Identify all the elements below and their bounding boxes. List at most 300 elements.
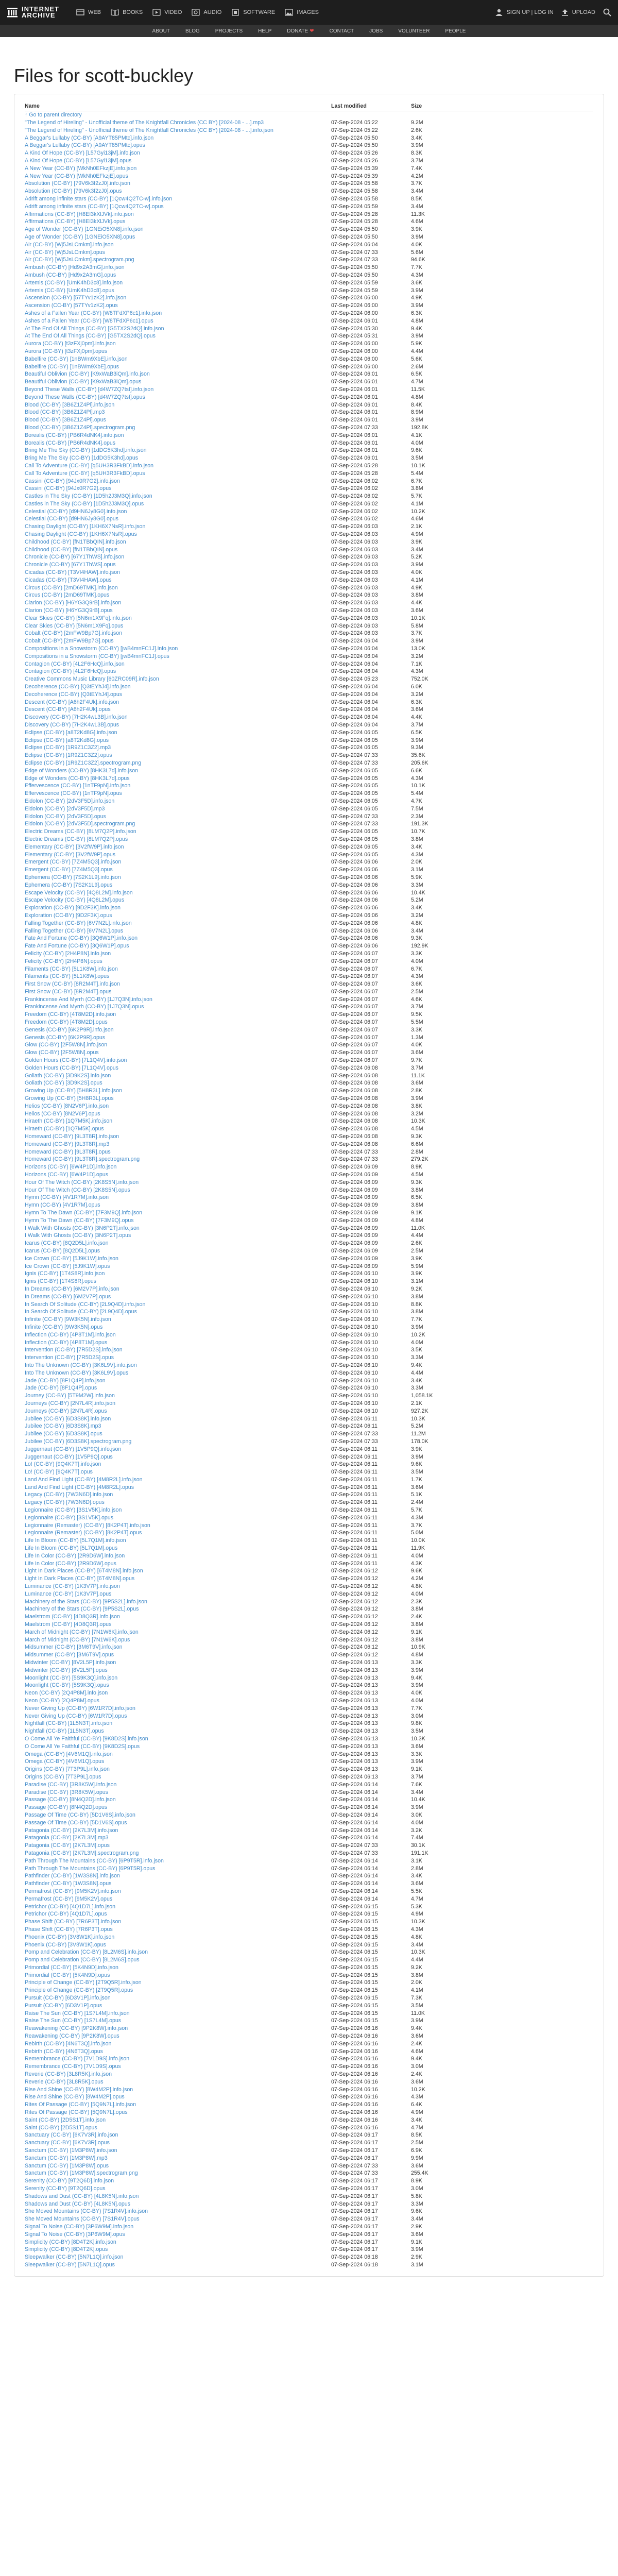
file-link[interactable]: Neon (CC-BY) [2Q4P8M].info.json <box>25 1690 108 1697</box>
file-link[interactable]: Juggernaut (CC-BY) [1V5P9Q].opus <box>25 1453 113 1460</box>
file-link[interactable]: Never Giving Up (CC-BY) [6W1R7D].opus <box>25 1713 127 1719</box>
file-link[interactable]: Fate And Fortune (CC-BY) [3Q6W1P].info.json <box>25 935 138 942</box>
file-link[interactable]: Adrift among infinite stars (CC-BY) [1Qcw4Q2TC-w].opus <box>25 203 164 210</box>
file-link[interactable]: A Kind Of Hope (CC-BY) [L57Gyi13jM].info.json <box>25 150 140 157</box>
file-link[interactable]: Helios (CC-BY) [8N2V6P].info.json <box>25 1103 109 1109</box>
file-link[interactable]: Jubilee (CC-BY) [6D3S8K].mp3 <box>25 1423 101 1430</box>
subnav-contact[interactable]: CONTACT <box>329 28 354 34</box>
file-link[interactable]: Adrift among infinite stars (CC-BY) [1Qcw4Q2TC-w].info.json <box>25 196 173 202</box>
file-link[interactable]: Ice Crown (CC-BY) [5J9K1W].info.json <box>25 1255 118 1262</box>
file-link[interactable]: Eidolon (CC-BY) [2dV3F5D].mp3 <box>25 805 105 812</box>
file-link[interactable]: Discovery (CC-BY) [7H2K4wL3B].opus <box>25 722 119 728</box>
file-link[interactable]: "The Legend of Hireling" - Unofficial theme of The Knightfall Chronicles (CC BY) [2024-08 - ...].info.json <box>25 127 273 133</box>
file-link[interactable]: Golden Hours (CC-BY) [7L1Q4V].info.json <box>25 1057 127 1064</box>
file-link[interactable]: Cobalt (CC-BY) [2mFW9Bp7G].opus <box>25 638 114 645</box>
file-link[interactable]: Phase Shift (CC-BY) [7R6P3T].info.json <box>25 1919 122 1925</box>
file-link[interactable]: Shadows and Dust (CC-BY) [4L8K5N].opus <box>25 2200 130 2207</box>
file-link[interactable]: Pursuit (CC-BY) [6D3V1P].opus <box>25 2002 102 2009</box>
file-link[interactable]: Cobalt (CC-BY) [2mFW9Bp7G].info.json <box>25 630 122 637</box>
file-link[interactable]: Aurora (CC-BY) [t3zFXj0pm].opus <box>25 348 108 354</box>
file-link[interactable]: Petrichor (CC-BY) [4Q1D7L].opus <box>25 1911 107 1918</box>
file-link[interactable]: A New Year (CC-BY) [WkNh0EFkzjE].opus <box>25 173 128 179</box>
file-link[interactable]: Filaments (CC-BY) [5L1K8W].opus <box>25 973 110 980</box>
file-link[interactable]: Never Giving Up (CC-BY) [6W1R7D].info.json <box>25 1705 135 1711</box>
file-link[interactable]: Pomp and Celebration (CC-BY) [8L2M6S].info.json <box>25 1949 148 1956</box>
file-link[interactable]: Homeward (CC-BY) [9L3T8R].mp3 <box>25 1141 110 1147</box>
file-link[interactable]: Chronicle (CC-BY) [67Y1ThWS].info.json <box>25 554 125 561</box>
file-link[interactable]: Borealis (CC-BY) [PB6R4dNK4].info.json <box>25 432 124 438</box>
subnav-blog[interactable]: BLOG <box>185 28 200 34</box>
file-link[interactable]: Intervention (CC-BY) [7R5D2S].opus <box>25 1354 114 1361</box>
file-link[interactable]: Frankincense And Myrrh (CC-BY) [1J7Q3N].info.json <box>25 996 152 1003</box>
subnav-volunteer[interactable]: VOLUNTEER <box>398 28 430 34</box>
file-link[interactable]: First Snow (CC-BY) [8R2M4T].info.json <box>25 981 120 988</box>
file-link[interactable]: Pathfinder (CC-BY) [1W3S8N].info.json <box>25 1873 120 1879</box>
file-link[interactable]: Primordial (CC-BY) [5K4N9D].info.json <box>25 1964 118 1971</box>
file-link[interactable]: Goliath (CC-BY) [3D9K2S].opus <box>25 1080 102 1087</box>
file-link[interactable]: Maelstrom (CC-BY) [4D8Q3R].opus <box>25 1621 112 1628</box>
file-link[interactable]: Cassini (CC-BY) [94Jx0R7G2].opus <box>25 485 112 492</box>
file-link[interactable]: Eclipse (CC-BY) [a8T2Kd8G].opus <box>25 737 109 743</box>
file-link[interactable]: Luminance (CC-BY) [1K3V7P].info.json <box>25 1583 120 1590</box>
file-link[interactable]: Elementary (CC-BY) [3V2fW9P].info.json <box>25 843 124 850</box>
upload-button[interactable] <box>561 8 595 16</box>
subnav-donate[interactable] <box>287 28 314 34</box>
file-link[interactable]: Rites Of Passage (CC-BY) [5Q9N7L].opus <box>25 2109 128 2116</box>
file-link[interactable]: Signal To Noise (CC-BY) [3P6W9M].opus <box>25 2231 125 2238</box>
file-link[interactable]: Circus (CC-BY) [2mD69TMK].info.json <box>25 584 118 591</box>
file-link[interactable]: Homeward (CC-BY) [9L3T8R].info.json <box>25 1133 119 1140</box>
file-link[interactable]: Artemis (CC-BY) [UmK4hD3c8].opus <box>25 287 114 294</box>
file-link[interactable]: Moonlight (CC-BY) [5S9K3Q].opus <box>25 1682 109 1689</box>
file-link[interactable]: Ignis (CC-BY) [1T4S8R].info.json <box>25 1270 105 1277</box>
file-link[interactable]: A Beggar's Lullaby (CC-BY) [A9AYT85PMtc].opus <box>25 142 145 149</box>
file-link[interactable]: Midwinter (CC-BY) [8V2L5P].opus <box>25 1667 108 1673</box>
file-link[interactable]: Rebirth (CC-BY) [4N6T3Q].opus <box>25 2048 103 2055</box>
file-link[interactable]: Absolution (CC-BY) [79V6k3f2zJ0].info.json <box>25 180 130 187</box>
file-link[interactable]: Paradise (CC-BY) [3R8K5W].info.json <box>25 1781 117 1788</box>
file-link[interactable]: Pathfinder (CC-BY) [1W3S8N].opus <box>25 1880 112 1887</box>
file-link[interactable]: Legionnaire (CC-BY) [3S1V5K].opus <box>25 1514 113 1521</box>
file-link[interactable]: Luminance (CC-BY) [1K3V7P].opus <box>25 1590 112 1597</box>
file-link[interactable]: Freedom (CC-BY) [4T8M2D].opus <box>25 1019 108 1026</box>
file-link[interactable]: Nightfall (CC-BY) [1L5N3T].opus <box>25 1728 104 1735</box>
file-link[interactable]: Eclipse (CC-BY) [1R9Z1C3Z2].mp3 <box>25 744 111 751</box>
file-link[interactable]: Rebirth (CC-BY) [4N6T3Q].info.json <box>25 2040 112 2047</box>
file-link[interactable]: Genesis (CC-BY) [6K2P9R].info.json <box>25 1026 114 1033</box>
file-link[interactable]: Ashes of a Fallen Year (CC-BY) [W8TFdXP6c1].opus <box>25 317 153 324</box>
file-link[interactable]: Omega (CC-BY) [4V6M1Q].opus <box>25 1758 105 1765</box>
file-link[interactable]: Phase Shift (CC-BY) [7R6P3T].opus <box>25 1926 113 1933</box>
file-link[interactable]: Eclipse (CC-BY) [1R9Z1C3Z2].spectrogram.png <box>25 759 142 766</box>
file-link[interactable]: Frankincense And Myrrh (CC-BY) [1J7Q3N].opus <box>25 1004 144 1010</box>
file-link[interactable]: Sanctuary (CC-BY) [6K7V3R].opus <box>25 2140 110 2146</box>
subnav-projects[interactable]: PROJECTS <box>215 28 243 34</box>
file-link[interactable]: Passage Of Time (CC-BY) [5D1V6S].info.json <box>25 1811 135 1818</box>
file-link[interactable]: Creative Commons Music Library [60ZRC09R].info.json <box>25 676 159 683</box>
file-link[interactable]: Land And Find Light (CC-BY) [4M8R2L].opus <box>25 1484 134 1490</box>
file-link[interactable]: Raise The Sun (CC-BY) [1S7L4M].opus <box>25 2018 122 2024</box>
file-link[interactable]: Jubilee (CC-BY) [6D3S8K].spectrogram.png <box>25 1438 132 1445</box>
file-link[interactable]: Artemis (CC-BY) [UmK4hD3c8].info.json <box>25 279 123 286</box>
file-link[interactable]: Emergent (CC-BY) [7Z4M5Q3].info.json <box>25 859 122 866</box>
file-link[interactable]: Infinite (CC-BY) [9W3K5N].opus <box>25 1324 103 1330</box>
file-link[interactable]: Felicity (CC-BY) [2H4P8N].opus <box>25 958 102 964</box>
file-link[interactable]: Chasing Daylight (CC-BY) [1KH6X7NsR].info.json <box>25 523 146 530</box>
file-link[interactable]: I Walk With Ghosts (CC-BY) [3N6P2T].opus <box>25 1232 131 1239</box>
file-link[interactable]: Exploration (CC-BY) [9D2F3K].opus <box>25 912 112 919</box>
header-size[interactable]: Size <box>411 101 593 111</box>
file-link[interactable]: Beautiful Oblivion (CC-BY) [K9xWaB3iQm].info.json <box>25 371 150 378</box>
file-link[interactable]: Moonlight (CC-BY) [5S9K3Q].info.json <box>25 1674 118 1681</box>
file-link[interactable]: Serenity (CC-BY) [9T2Q6D].info.json <box>25 2178 114 2184</box>
file-link[interactable]: Legacy (CC-BY) [7W3N6D].opus <box>25 1499 105 1506</box>
file-link[interactable]: In Search Of Solitude (CC-BY) [2L9Q4D].opus <box>25 1309 137 1315</box>
file-link[interactable]: Inflection (CC-BY) [4P8T1M].info.json <box>25 1331 116 1338</box>
file-link[interactable]: Eidolon (CC-BY) [2dV3F5D].spectrogram.png <box>25 821 135 827</box>
file-link[interactable]: Permafrost (CC-BY) [9M5K2V].info.json <box>25 1888 121 1894</box>
file-link[interactable]: Edge of Wonders (CC-BY) [8HK3L7d].opus <box>25 775 130 782</box>
file-link[interactable]: Ice Crown (CC-BY) [5J9K1W].opus <box>25 1263 110 1269</box>
file-link[interactable]: Sanctum (CC-BY) [1M3P8W].info.json <box>25 2147 117 2154</box>
file-link[interactable]: Felicity (CC-BY) [2H4P8N].info.json <box>25 950 111 957</box>
file-link[interactable]: Nightfall (CC-BY) [1L5N3T].info.json <box>25 1720 113 1727</box>
file-link[interactable]: Compositions in a Snowstorm (CC-BY) [jwB4mnFC1J].info.json <box>25 646 178 652</box>
file-link[interactable]: Age of Wonder (CC-BY) [1GNEiO5XN8].info.json <box>25 226 144 233</box>
file-link[interactable]: Principle of Change (CC-BY) [2T9Q5R].opus <box>25 1987 133 1994</box>
file-link[interactable]: Chasing Daylight (CC-BY) [1KH6X7NsR].opus <box>25 531 137 538</box>
file-link[interactable]: Sleepwalker (CC-BY) [5N7L1Q].info.json <box>25 2254 124 2261</box>
file-link[interactable]: Borealis (CC-BY) [PB6R4dNK4].opus <box>25 439 116 446</box>
file-link[interactable]: Contagion (CC-BY) [4L2F6HcQ].opus <box>25 668 116 675</box>
file-link[interactable]: Hymn (CC-BY) [4V1R7M].opus <box>25 1202 100 1209</box>
file-link[interactable]: Patagonia (CC-BY) [2K7L3M].spectrogram.png <box>25 1850 139 1856</box>
file-link[interactable]: Freedom (CC-BY) [4T8M2D].info.json <box>25 1011 116 1018</box>
file-link[interactable]: Blood (CC-BY) [3B6Z1Z4Pl].spectrogram.png <box>25 424 135 431</box>
file-link[interactable]: Bring Me The Sky (CC-BY) [1dDG5K3hd].opus <box>25 455 139 462</box>
file-link[interactable]: She Moved Mountains (CC-BY) [7S1R4V].opus <box>25 2216 140 2223</box>
file-link[interactable]: Chronicle (CC-BY) [67Y1ThWS].opus <box>25 562 116 568</box>
file-link[interactable]: Midsummer (CC-BY) [3M6T9V].opus <box>25 1652 114 1658</box>
file-link[interactable]: Inflection (CC-BY) [4P8T1M].opus <box>25 1339 108 1346</box>
file-link[interactable]: Homeward (CC-BY) [9L3T8R].spectrogram.png <box>25 1156 140 1163</box>
signup-login-link[interactable] <box>495 8 553 16</box>
file-link[interactable]: Aurora (CC-BY) [t3zFXj0pm].info.json <box>25 341 116 347</box>
file-link[interactable]: Blood (CC-BY) [3B6Z1Z4Pl].mp3 <box>25 409 105 416</box>
nav-books[interactable] <box>110 8 143 17</box>
file-link[interactable]: A Beggar's Lullaby (CC-BY) [A9AYT85PMtc].info.json <box>25 134 154 141</box>
file-link[interactable]: Light In Dark Places (CC-BY) [6T4M8N].info.json <box>25 1568 143 1574</box>
file-link[interactable]: Origins (CC-BY) [7T3P9L].opus <box>25 1773 101 1780</box>
file-link[interactable]: Life In Bloom (CC-BY) [5L7Q1M].info.json <box>25 1537 126 1544</box>
file-link[interactable]: Ephemera (CC-BY) [7S2K1L9].opus <box>25 882 113 888</box>
file-link[interactable]: Blood (CC-BY) [3B6Z1Z4Pl].info.json <box>25 401 115 408</box>
parent-directory-link[interactable] <box>25 112 82 118</box>
file-link[interactable]: Raise The Sun (CC-BY) [1S7L4M].info.json <box>25 2010 130 2016</box>
file-link[interactable]: Ascension (CC-BY) [57TYv1zK2].info.json <box>25 295 127 301</box>
file-link[interactable]: Air (CC-BY) [Wj5JsLCmkm].info.json <box>25 241 114 248</box>
file-link[interactable]: Clarion (CC-BY) [H6YG3Q9rB].info.json <box>25 600 122 606</box>
file-link[interactable]: Beautiful Oblivion (CC-BY) [K9xWaB3iQm].opus <box>25 379 142 385</box>
file-link[interactable]: Falling Together (CC-BY) [6V7N2L].opus <box>25 927 124 934</box>
file-link[interactable]: Pomp and Celebration (CC-BY) [8L2M6S].opus <box>25 1957 140 1963</box>
file-link[interactable]: Infinite (CC-BY) [9W3K5N].info.json <box>25 1316 111 1323</box>
file-link[interactable]: Life In Color (CC-BY) [2R9D6W].opus <box>25 1560 116 1567</box>
file-link[interactable]: Goliath (CC-BY) [3D9K2S].info.json <box>25 1072 111 1079</box>
file-link[interactable]: Clear Skies (CC-BY) [5N6m1X9Fq].info.json <box>25 615 132 621</box>
file-link[interactable]: Reawakening (CC-BY) [9P2K8W].info.json <box>25 2025 128 2032</box>
file-link[interactable]: Age of Wonder (CC-BY) [1GNEiO5XN8].opus <box>25 234 135 240</box>
file-link[interactable]: Sanctuary (CC-BY) [6K7V3R].info.json <box>25 2132 118 2139</box>
file-link[interactable]: Call To Adventure (CC-BY) [q5UH3R3FkBD].opus <box>25 470 145 477</box>
file-link[interactable]: Compositions in a Snowstorm (CC-BY) [jwB4mnFC1J].opus <box>25 653 169 659</box>
file-link[interactable]: In Search Of Solitude (CC-BY) [2L9Q4D].info.json <box>25 1301 146 1308</box>
file-link[interactable]: Horizons (CC-BY) [6W4P1D].info.json <box>25 1164 117 1171</box>
file-link[interactable]: Rise And Shine (CC-BY) [8W4M2P].opus <box>25 2094 125 2100</box>
file-link[interactable]: Descent (CC-BY) [A6h2F4Uk].opus <box>25 706 111 713</box>
header-name[interactable]: Name <box>25 101 331 111</box>
file-link[interactable]: Hour Of The Witch (CC-BY) [2K8S5N].opus <box>25 1187 130 1193</box>
file-link[interactable]: Exploration (CC-BY) [9D2F3K].info.json <box>25 905 121 911</box>
file-link[interactable]: Saint (CC-BY) [2D5S1T].info.json <box>25 2116 106 2123</box>
file-link[interactable]: Babelfire (CC-BY) [1nBWm9XbE].info.json <box>25 355 128 362</box>
file-link[interactable]: Jade (CC-BY) [8F1Q4P].opus <box>25 1385 97 1392</box>
file-link[interactable]: Cassini (CC-BY) [94Jx0R7G2].info.json <box>25 478 120 484</box>
file-link[interactable]: Air (CC-BY) [Wj5JsLCmkm].opus <box>25 249 105 256</box>
subnav-help[interactable]: HELP <box>258 28 272 34</box>
file-link[interactable]: Passage (CC-BY) [8N4Q2D].info.json <box>25 1797 116 1803</box>
file-link[interactable]: Remembrance (CC-BY) [7V1D9S].opus <box>25 2063 121 2070</box>
file-link[interactable]: Falling Together (CC-BY) [6V7N2L].info.json <box>25 920 132 926</box>
file-link[interactable]: Ambush (CC-BY) [Hd9x2A3mG].opus <box>25 272 116 278</box>
file-link[interactable]: Life In Bloom (CC-BY) [5L7Q1M].opus <box>25 1545 118 1552</box>
file-link[interactable]: Hiraeth (CC-BY) [1Q7M5K].info.json <box>25 1118 113 1125</box>
file-link[interactable]: Lo! (CC-BY) [9Q4K7T].info.json <box>25 1461 101 1468</box>
file-link[interactable]: Sanctum (CC-BY) [1M3P8W].opus <box>25 2162 109 2169</box>
file-link[interactable]: Eidolon (CC-BY) [2dV3F5D].opus <box>25 813 106 820</box>
file-link[interactable]: Helios (CC-BY) [8N2V6P].opus <box>25 1110 100 1117</box>
file-link[interactable]: Genesis (CC-BY) [6K2P9R].opus <box>25 1034 106 1041</box>
file-link[interactable]: Call To Adventure (CC-BY) [q5UH3R3FkBD].info.json <box>25 462 154 469</box>
file-link[interactable]: Glow (CC-BY) [2F5W8N].opus <box>25 1049 99 1056</box>
file-link[interactable]: Eclipse (CC-BY) [a8T2Kd8G].info.json <box>25 729 117 736</box>
file-link[interactable]: Cicadas (CC-BY) [T3VI4HAW].info.json <box>25 569 121 576</box>
file-link[interactable]: Celestial (CC-BY) [d9HN6Jy8G0].info.json <box>25 508 127 515</box>
file-link[interactable]: Journey (CC-BY) [5T9M2W].info.json <box>25 1393 115 1399</box>
file-link[interactable]: Jubilee (CC-BY) [6D3S8K].opus <box>25 1431 102 1437</box>
internet-archive-logo[interactable] <box>6 6 59 19</box>
file-link[interactable]: A Kind Of Hope (CC-BY) [L57Gyi13jM].opus <box>25 158 132 164</box>
file-link[interactable]: Effervescence (CC-BY) [1nTF9pN].opus <box>25 790 122 797</box>
file-link[interactable]: Absolution (CC-BY) [79V6k3f2zJ0].opus <box>25 188 122 195</box>
file-link[interactable]: Neon (CC-BY) [2Q4P8M].opus <box>25 1698 99 1704</box>
file-link[interactable]: Legionnaire (Remaster) (CC-BY) [8K2P4T].info.json <box>25 1522 150 1529</box>
file-link[interactable]: Growing Up (CC-BY) [5H8R3L].opus <box>25 1095 114 1102</box>
file-link[interactable]: Phoenix (CC-BY) [3V8W1K].info.json <box>25 1934 115 1940</box>
file-link[interactable]: Juggernaut (CC-BY) [1V5P9Q].info.json <box>25 1446 122 1452</box>
file-link[interactable]: Childhood (CC-BY) [fN1TBbQIN].info.json <box>25 538 126 545</box>
file-link[interactable]: Midsummer (CC-BY) [3M6T9V].info.json <box>25 1644 123 1651</box>
file-link[interactable]: Light In Dark Places (CC-BY) [6T4M8N].opus <box>25 1575 135 1582</box>
file-link[interactable]: Origins (CC-BY) [7T3P9L].info.json <box>25 1766 110 1773</box>
file-link[interactable]: March of Midnight (CC-BY) [7N1W6K].opus <box>25 1636 130 1643</box>
file-link[interactable]: Escape Velocity (CC-BY) [4Q8L2M].info.json <box>25 889 133 896</box>
file-link[interactable]: Into The Unknown (CC-BY) [3K6L9V].info.json <box>25 1362 137 1368</box>
file-link[interactable]: Principle of Change (CC-BY) [2T9Q5R].info.json <box>25 1979 142 1986</box>
file-link[interactable]: Homeward (CC-BY) [9L3T8R].opus <box>25 1148 111 1155</box>
file-link[interactable]: Sanctum (CC-BY) [1M3P8W].mp3 <box>25 2155 108 2161</box>
file-link[interactable]: Lo! (CC-BY) [9Q4K7T].opus <box>25 1469 93 1476</box>
file-link[interactable]: Elementary (CC-BY) [3V2fW9P].opus <box>25 851 116 858</box>
file-link[interactable]: Descent (CC-BY) [A6h2F4Uk].info.json <box>25 699 119 705</box>
file-link[interactable]: Petrichor (CC-BY) [4Q1D7L].info.json <box>25 1903 116 1910</box>
file-link[interactable]: Reverie (CC-BY) [3L8R5K].info.json <box>25 2071 112 2078</box>
nav-images[interactable] <box>284 8 319 17</box>
file-link[interactable]: Reawakening (CC-BY) [9P2K8W].opus <box>25 2033 119 2040</box>
file-link[interactable]: Contagion (CC-BY) [4L2F6HcQ].info.json <box>25 660 125 667</box>
file-link[interactable]: Eidolon (CC-BY) [2dV3F5D].info.json <box>25 798 115 804</box>
file-link[interactable]: Patagonia (CC-BY) [2K7L3M].opus <box>25 1842 110 1849</box>
subnav-about[interactable]: ABOUT <box>152 28 170 34</box>
file-link[interactable]: Hymn To The Dawn (CC-BY) [7F3M9Q].info.json <box>25 1210 143 1216</box>
file-link[interactable]: Simplicity (CC-BY) [8D4T2K].info.json <box>25 2239 116 2245</box>
file-link[interactable]: Blood (CC-BY) [3B6Z1Z4Pl].opus <box>25 417 106 423</box>
file-link[interactable]: Into The Unknown (CC-BY) [3K6L9V].opus <box>25 1369 129 1376</box>
file-link[interactable]: Edge of Wonders (CC-BY) [8HK3L7d].info.json <box>25 767 139 774</box>
file-link[interactable]: In Dreams (CC-BY) [6M2V7P].info.json <box>25 1285 119 1292</box>
file-link[interactable]: Serenity (CC-BY) [9T2Q6D].opus <box>25 2185 106 2192</box>
file-link[interactable]: O Come All Ye Faithful (CC-BY) [9K8D2S].info.json <box>25 1735 148 1742</box>
file-link[interactable]: "The Legend of Hireling" - Unofficial theme of The Knightfall Chronicles (CC BY) [2024-08 - ...].mp3 <box>25 120 264 126</box>
file-link[interactable]: Air (CC-BY) [Wj5JsLCmkm].spectrogram.png <box>25 257 134 263</box>
file-link[interactable]: At The End Of All Things (CC-BY) [G5TX2S2dQ].opus <box>25 333 156 340</box>
file-link[interactable]: Discovery (CC-BY) [7H2K4wL3B].info.json <box>25 714 128 721</box>
file-link[interactable]: Machinery of the Stars (CC-BY) [9P5S2L].info.json <box>25 1598 147 1605</box>
file-link[interactable]: Ephemera (CC-BY) [7S2K1L9].info.json <box>25 874 121 880</box>
file-link[interactable]: Ascension (CC-BY) [57TYv1zK2].opus <box>25 302 118 309</box>
file-link[interactable]: Horizons (CC-BY) [6W4P1D].opus <box>25 1172 108 1178</box>
file-link[interactable]: First Snow (CC-BY) [8R2M4T].opus <box>25 988 112 995</box>
file-link[interactable]: Primordial (CC-BY) [5K4N9D].opus <box>25 1972 110 1978</box>
file-link[interactable]: Clear Skies (CC-BY) [5N6m1X9Fq].opus <box>25 622 124 629</box>
file-link[interactable]: Machinery of the Stars (CC-BY) [9P5S2L].opus <box>25 1606 139 1613</box>
file-link[interactable]: Ambush (CC-BY) [Hd9x2A3mG].info.json <box>25 264 125 271</box>
file-link[interactable]: Saint (CC-BY) [2D5S1T].opus <box>25 2124 97 2131</box>
file-link[interactable]: Circus (CC-BY) [2mD69TMK].opus <box>25 592 110 599</box>
file-link[interactable]: Beyond These Walls (CC-BY) [d4W7ZQ7tsI].info.json <box>25 386 154 393</box>
file-link[interactable]: Passage (CC-BY) [8N4Q2D].opus <box>25 1804 108 1811</box>
file-link[interactable]: Decoherence (CC-BY) [Q3tEYhJ4].opus <box>25 691 123 698</box>
file-link[interactable]: Path Through The Mountains (CC-BY) [6P9T5R].info.json <box>25 1857 164 1864</box>
nav-video[interactable] <box>152 8 182 17</box>
file-link[interactable]: Simplicity (CC-BY) [8D4T2K].opus <box>25 2246 108 2253</box>
nav-audio[interactable] <box>191 8 221 17</box>
file-link[interactable]: In Dreams (CC-BY) [6M2V7P].opus <box>25 1293 111 1300</box>
file-link[interactable]: Journeys (CC-BY) [2N7L4R].info.json <box>25 1400 116 1406</box>
file-link[interactable]: Childhood (CC-BY) [fN1TBbQIN].opus <box>25 546 118 553</box>
file-link[interactable]: Patagonia (CC-BY) [2K7L3M].info.json <box>25 1827 118 1834</box>
subnav-people[interactable]: PEOPLE <box>445 28 466 34</box>
file-link[interactable]: Rise And Shine (CC-BY) [8W4M2P].info.json <box>25 2086 133 2093</box>
search-icon[interactable] <box>603 8 612 17</box>
file-link[interactable]: Hour Of The Witch (CC-BY) [2K8S5N].info.json <box>25 1179 139 1185</box>
file-link[interactable]: Beyond These Walls (CC-BY) [d4W7ZQ7tsI].opus <box>25 394 145 400</box>
file-link[interactable]: Legionnaire (Remaster) (CC-BY) [8K2P4T].opus <box>25 1530 142 1536</box>
file-link[interactable]: Signal To Noise (CC-BY) [3P6W9M].info.json <box>25 2223 134 2230</box>
file-link[interactable]: Effervescence (CC-BY) [1nTF9pN].info.json <box>25 783 131 789</box>
file-link[interactable]: Reverie (CC-BY) [3L8R5K].opus <box>25 2078 104 2085</box>
file-link[interactable]: Electric Dreams (CC-BY) [8LM7Q2P].opus <box>25 836 128 842</box>
file-link[interactable]: Celestial (CC-BY) [d9HN6Jy8G0].opus <box>25 516 118 522</box>
file-link[interactable]: Shadows and Dust (CC-BY) [4L8K5N].info.json <box>25 2193 139 2199</box>
file-link[interactable]: Filaments (CC-BY) [5L1K8W].info.json <box>25 965 118 972</box>
file-link[interactable]: I Walk With Ghosts (CC-BY) [3N6P2T].info.json <box>25 1225 140 1231</box>
file-link[interactable]: Passage Of Time (CC-BY) [5D1V6S].opus <box>25 1819 127 1826</box>
file-link[interactable]: Glow (CC-BY) [2F5W8N].info.json <box>25 1042 108 1048</box>
file-link[interactable]: Castles in The Sky (CC-BY) [1D5h2J3M3Q].info.json <box>25 493 152 500</box>
file-link[interactable]: Golden Hours (CC-BY) [7L1Q4V].opus <box>25 1064 118 1071</box>
file-link[interactable]: Ignis (CC-BY) [1T4S8R].opus <box>25 1278 96 1285</box>
file-link[interactable]: Bring Me The Sky (CC-BY) [1dDG5K3hd].info.json <box>25 447 147 454</box>
file-link[interactable]: Icarus (CC-BY) [8Q2D5L].info.json <box>25 1240 109 1247</box>
file-link[interactable]: Maelstrom (CC-BY) [4D8Q3R].info.json <box>25 1614 120 1620</box>
file-link[interactable]: Omega (CC-BY) [4V6M1Q].info.json <box>25 1751 113 1757</box>
file-link[interactable]: Sleepwalker (CC-BY) [5N7L1Q].opus <box>25 2261 115 2268</box>
file-link[interactable]: Affirmations (CC-BY) [H8EI3kXlJVk].info.json <box>25 211 134 217</box>
file-link[interactable]: Icarus (CC-BY) [8Q2D5L].opus <box>25 1247 100 1254</box>
file-link[interactable]: A New Year (CC-BY) [WkNh0EFkzjE].info.json <box>25 165 137 172</box>
file-link[interactable]: Paradise (CC-BY) [3R8K5W].opus <box>25 1789 108 1795</box>
file-link[interactable]: Babelfire (CC-BY) [1nBWm9XbE].opus <box>25 363 119 370</box>
file-link[interactable]: Ashes of a Fallen Year (CC-BY) [W8TFdXP6c1].info.json <box>25 310 162 316</box>
file-link[interactable]: Escape Velocity (CC-BY) [4Q8L2M].opus <box>25 897 125 904</box>
file-link[interactable]: Clarion (CC-BY) [H6YG3Q9rB].opus <box>25 607 113 614</box>
file-link[interactable]: Affirmations (CC-BY) [H8EI3kXlJVk].opus <box>25 218 126 225</box>
file-link[interactable]: March of Midnight (CC-BY) [7N1W6K].info.json <box>25 1629 139 1635</box>
file-link[interactable]: Electric Dreams (CC-BY) [8LM7Q2P].info.json <box>25 828 136 835</box>
header-last-modified[interactable]: Last modified <box>331 101 411 111</box>
file-link[interactable]: She Moved Mountains (CC-BY) [7S1R4V].info.json <box>25 2208 148 2215</box>
file-link[interactable]: Patagonia (CC-BY) [2K7L3M].mp3 <box>25 1835 109 1841</box>
file-link[interactable]: Fate And Fortune (CC-BY) [3Q6W1P].opus <box>25 943 129 950</box>
file-link[interactable]: Sanctum (CC-BY) [1M3P8W].spectrogram.png <box>25 2170 138 2177</box>
subnav-jobs[interactable]: JOBS <box>369 28 383 34</box>
file-link[interactable]: Pursuit (CC-BY) [6D3V1P].info.json <box>25 1995 111 2002</box>
file-link[interactable]: Hymn (CC-BY) [4V1R7M].info.json <box>25 1194 109 1201</box>
file-link[interactable]: Journeys (CC-BY) [2N7L4R].opus <box>25 1408 107 1414</box>
file-link[interactable]: O Come All Ye Faithful (CC-BY) [9K8D2S].opus <box>25 1743 140 1750</box>
nav-web[interactable] <box>76 8 101 17</box>
file-link[interactable]: Decoherence (CC-BY) [Q3tEYhJ4].info.json <box>25 684 131 690</box>
file-link[interactable]: Jade (CC-BY) [8F1Q4P].info.json <box>25 1377 106 1384</box>
file-link[interactable]: Cicadas (CC-BY) [T3VI4HAW].opus <box>25 577 112 583</box>
file-link[interactable]: Emergent (CC-BY) [7Z4M5Q3].opus <box>25 867 113 873</box>
file-link[interactable]: Phoenix (CC-BY) [3V8W1K].opus <box>25 1941 106 1948</box>
file-link[interactable]: At The End Of All Things (CC-BY) [G5TX2S2dQ].info.json <box>25 325 164 332</box>
file-link[interactable]: Legacy (CC-BY) [7W3N6D].info.json <box>25 1492 113 1498</box>
file-link[interactable]: Path Through The Mountains (CC-BY) [6P9T5R].opus <box>25 1865 156 1872</box>
file-link[interactable]: Jubilee (CC-BY) [6D3S8K].info.json <box>25 1415 111 1422</box>
file-link[interactable]: Eclipse (CC-BY) [1R9Z1C3Z2].opus <box>25 752 112 759</box>
file-link[interactable]: Hymn To The Dawn (CC-BY) [7F3M9Q].opus <box>25 1217 134 1224</box>
file-link[interactable]: Intervention (CC-BY) [7R5D2S].info.json <box>25 1347 123 1353</box>
file-link[interactable]: Legionnaire (CC-BY) [3S1V5K].info.json <box>25 1507 122 1514</box>
file-link[interactable]: Midwinter (CC-BY) [8V2L5P].info.json <box>25 1659 116 1666</box>
file-link[interactable]: Hiraeth (CC-BY) [1Q7M5K].opus <box>25 1126 104 1132</box>
file-link[interactable]: Growing Up (CC-BY) [5H8R3L].info.json <box>25 1088 122 1094</box>
file-link[interactable]: Permafrost (CC-BY) [9M5K2V].opus <box>25 1895 113 1902</box>
file-link[interactable]: Rites Of Passage (CC-BY) [5Q9N7L].info.json <box>25 2102 136 2108</box>
